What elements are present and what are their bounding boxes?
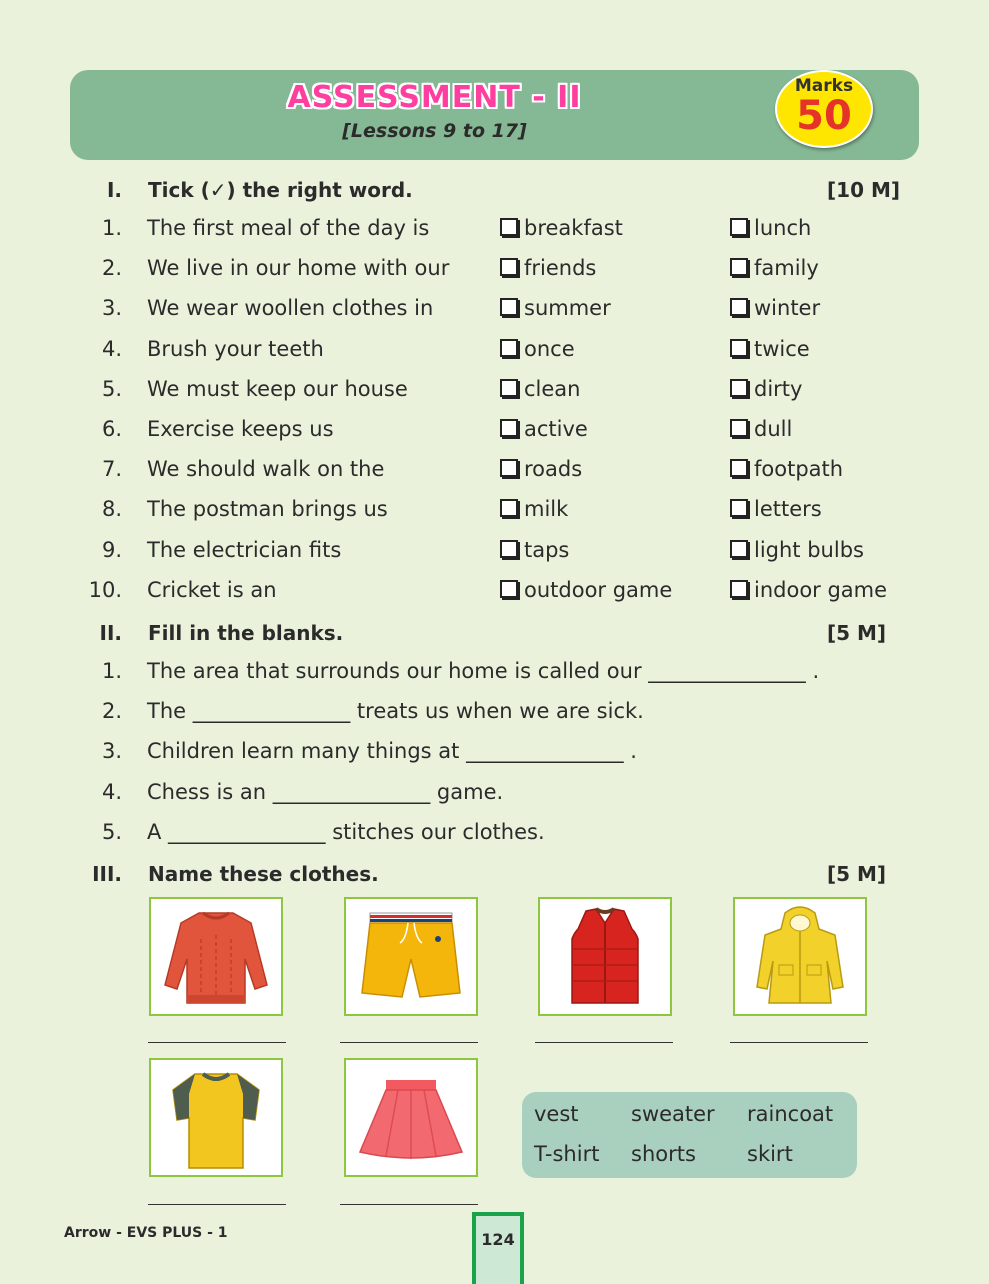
blank-sentence[interactable]: The _______________ treats us when we are sick. [147, 699, 644, 724]
checkbox-icon[interactable] [500, 298, 518, 316]
question-number: 1. [101, 659, 122, 683]
question-number: 7. [101, 457, 122, 482]
book-title: Arrow - EVS PLUS - 1 [64, 1225, 228, 1241]
question-number: 2. [101, 256, 122, 281]
option-a-label: taps [524, 537, 570, 562]
tshirt-picture [149, 1058, 283, 1177]
section-1-number: I. [106, 178, 122, 202]
answer-line-3[interactable] [535, 1042, 673, 1043]
option-a-label: breakfast [524, 216, 623, 240]
option-a-label: milk [524, 497, 569, 522]
section-1-marks: [10 M] [827, 178, 900, 202]
question-number: 8. [101, 497, 122, 522]
question-text: Cricket is an [147, 577, 277, 602]
word-bank-item: shorts [631, 1142, 696, 1166]
question-text: We live in our home with our [147, 256, 450, 281]
checkbox-icon[interactable] [730, 540, 748, 558]
option-a-label: summer [524, 296, 611, 321]
word-bank-item: T-shirt [534, 1142, 600, 1166]
option-a[interactable] [500, 337, 575, 361]
answer-line-2[interactable] [340, 1042, 478, 1043]
tick-question-row [88, 256, 928, 286]
question-number: 4. [101, 336, 122, 361]
tick-question-row [88, 296, 928, 326]
assessment-subtitle: [Lessons 9 to 17] [342, 120, 527, 142]
checkbox-icon[interactable] [500, 499, 518, 517]
option-b[interactable] [730, 216, 811, 240]
option-a-label: once [524, 336, 575, 361]
question-number: 4. [101, 779, 122, 804]
question-text: We must keep our house [147, 376, 408, 401]
blank-sentence[interactable]: A _______________ stitches our clothes. [147, 819, 545, 844]
blank-sentence[interactable]: Children learn many things at _______________ . [147, 739, 637, 764]
question-text: We wear woollen clothes in [147, 296, 434, 321]
page-number-box [472, 1212, 524, 1284]
option-b-label: twice [754, 336, 810, 361]
option-b[interactable] [730, 457, 843, 481]
answer-line-5[interactable] [148, 1204, 286, 1205]
option-b-label: light bulbs [754, 537, 864, 562]
checkbox-icon[interactable] [730, 298, 748, 316]
option-b[interactable] [730, 377, 802, 401]
word-bank-item: raincoat [747, 1102, 834, 1126]
question-text: Brush your teeth [147, 336, 324, 361]
answer-line-6[interactable] [340, 1204, 478, 1205]
section-2-title: Fill in the blanks. [148, 621, 344, 645]
checkbox-icon[interactable] [730, 499, 748, 517]
question-number: 9. [101, 537, 122, 562]
option-a[interactable] [500, 296, 611, 320]
tick-question-row [88, 538, 928, 568]
vest-picture [538, 897, 672, 1016]
marks-badge [775, 70, 873, 148]
checkbox-icon[interactable] [730, 419, 748, 437]
skirt-picture [344, 1058, 478, 1177]
assessment-title: ASSESSMENT - II [287, 80, 582, 115]
question-text: The postman brings us [147, 497, 388, 522]
option-b[interactable] [730, 337, 810, 361]
section-1-title: Tick (✓) the right word. [148, 178, 413, 202]
word-bank-item: skirt [747, 1142, 793, 1166]
answer-line-1[interactable] [148, 1042, 286, 1043]
word-bank [522, 1092, 857, 1178]
question-number: 5. [101, 819, 122, 844]
tick-question-row [88, 497, 928, 527]
option-a[interactable] [500, 417, 588, 441]
question-text: The electrician fits [147, 537, 342, 562]
blank-sentence[interactable]: Chess is an _______________ game. [147, 779, 504, 804]
tick-question-row [88, 578, 928, 608]
question-number: 3. [101, 296, 122, 321]
section-2-heading [82, 621, 842, 649]
fill-blank-row [88, 780, 908, 810]
option-a-label: roads [524, 457, 583, 482]
question-number: 10. [88, 577, 122, 602]
option-b-label: dirty [754, 376, 803, 401]
option-a[interactable] [500, 216, 623, 240]
marks-value: 50 [796, 93, 852, 139]
word-bank-item: vest [534, 1102, 579, 1126]
section-2-number: II. [99, 621, 122, 645]
option-b[interactable] [730, 578, 887, 602]
question-number: 6. [101, 417, 122, 441]
option-b[interactable] [730, 296, 820, 320]
option-a[interactable] [500, 497, 568, 521]
option-a[interactable] [500, 457, 582, 481]
checkbox-icon[interactable] [730, 218, 748, 236]
tick-question-row [88, 377, 928, 407]
sweater-picture [149, 897, 283, 1016]
section-3-title: Name these clothes. [148, 862, 379, 886]
checkbox-icon[interactable] [500, 580, 518, 598]
option-b-label: indoor game [754, 577, 888, 602]
option-b[interactable] [730, 538, 864, 562]
option-b[interactable] [730, 417, 792, 441]
checkbox-icon[interactable] [730, 580, 748, 598]
checkbox-icon[interactable] [500, 339, 518, 357]
answer-line-4[interactable] [730, 1042, 868, 1043]
question-text: We should walk on the [147, 457, 385, 482]
checkbox-icon[interactable] [500, 379, 518, 397]
checkbox-icon[interactable] [730, 339, 748, 357]
checkbox-icon[interactable] [730, 258, 748, 276]
section-3-marks: [5 M] [826, 862, 886, 886]
section-2-marks: [5 M] [826, 621, 886, 645]
option-b[interactable] [730, 497, 822, 521]
option-a-label: outdoor game [524, 577, 673, 602]
option-a[interactable] [500, 377, 580, 401]
fill-blank-row [88, 820, 908, 850]
fill-blank-row [88, 699, 908, 729]
section-1-heading [82, 178, 842, 206]
tick-question-row [88, 457, 928, 487]
option-b-label: dull [754, 417, 793, 441]
section-3-number: III. [92, 862, 122, 886]
option-a-label: active [524, 417, 588, 441]
checkbox-icon[interactable] [500, 258, 518, 276]
tick-question-row [88, 216, 928, 246]
checkbox-icon[interactable] [730, 459, 748, 477]
option-b-label: winter [754, 296, 821, 321]
checkbox-icon[interactable] [500, 419, 518, 437]
option-a-label: clean [524, 376, 581, 401]
option-b-label: letters [754, 497, 822, 522]
option-a-label: friends [524, 256, 597, 281]
word-bank-item: sweater [631, 1102, 715, 1126]
option-b-label: footpath [754, 457, 844, 482]
option-b[interactable] [730, 256, 819, 280]
checkbox-icon[interactable] [500, 218, 518, 236]
checkbox-icon[interactable] [500, 459, 518, 477]
question-text: Exercise keeps us [147, 417, 334, 441]
option-b-label: family [754, 256, 819, 281]
raincoat-picture [733, 897, 867, 1016]
tick-question-row [88, 417, 928, 447]
question-number: 1. [101, 216, 122, 240]
page-number: 124 [481, 1230, 515, 1249]
option-a[interactable] [500, 256, 596, 280]
option-a[interactable] [500, 578, 672, 602]
tick-question-row [88, 337, 928, 367]
question-number: 3. [101, 739, 122, 764]
option-b-label: lunch [754, 216, 812, 240]
question-text: The first meal of the day is [147, 216, 430, 240]
question-number: 2. [101, 699, 122, 724]
fill-blank-row [88, 659, 908, 689]
option-a[interactable] [500, 538, 569, 562]
shorts-picture [344, 897, 478, 1016]
fill-blank-row [88, 739, 908, 769]
checkbox-icon[interactable] [730, 379, 748, 397]
blank-sentence[interactable]: The area that surrounds our home is called our _______________ . [147, 659, 820, 683]
section-3-heading [82, 862, 842, 890]
marks-label: Marks [794, 76, 854, 96]
question-number: 5. [101, 376, 122, 401]
checkbox-icon[interactable] [500, 540, 518, 558]
